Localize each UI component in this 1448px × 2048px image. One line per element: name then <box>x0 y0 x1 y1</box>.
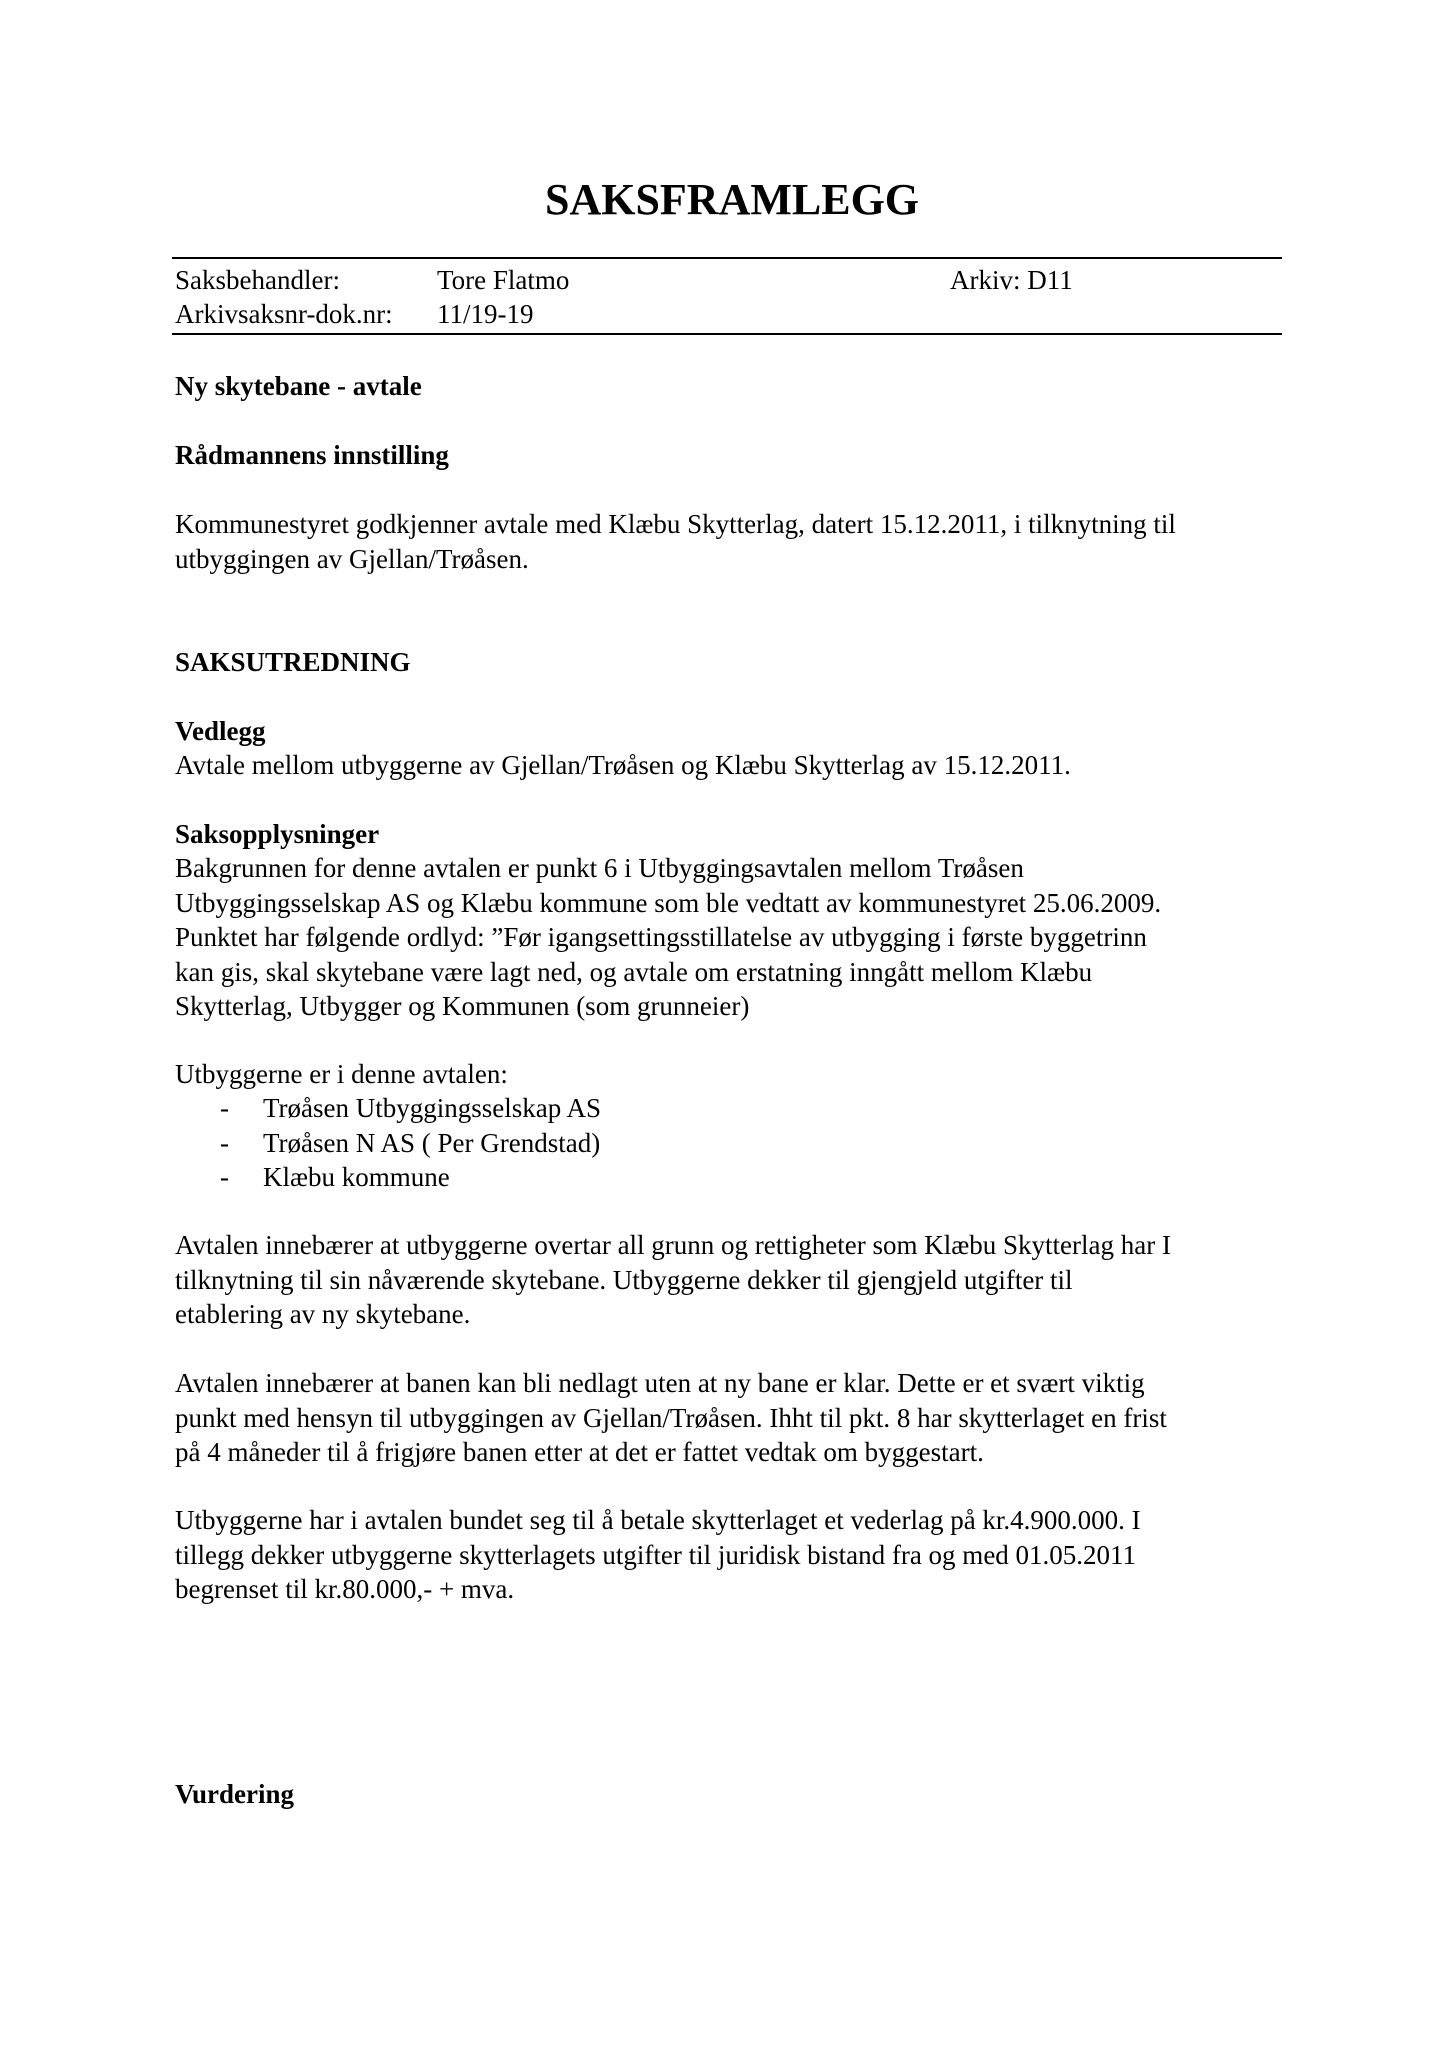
list-item-text: Trøåsen N AS ( Per Grendstad) <box>263 1127 601 1158</box>
saksopplysninger-line: Utbyggingsselskap AS og Klæbu kommune som ble vedtatt av kommunestyret 25.06.2009. <box>175 887 1162 918</box>
saksopplysninger-line: Punktet har følgende ordlyd: ”Før igangsettingsstillatelse av utbygging i første byggetrinn <box>175 922 1147 952</box>
innstilling-line: Kommunestyret godkjenner avtale med Klæbu Skytterlag, datert 15.12.2011, i tilknytning til <box>175 509 1176 539</box>
utbyggerne-intro: Utbyggerne er i denne avtalen: <box>175 1059 508 1089</box>
innstilling-line: utbyggingen av Gjellan/Trøåsen. <box>175 543 529 574</box>
paragraph-vederlag <box>175 1503 1285 1607</box>
document-title: SAKSFRAMLEGG <box>544 175 920 224</box>
paragraph-nedleggelse <box>175 1366 1285 1470</box>
saksbehandler-value: Tore Flatmo <box>437 265 570 295</box>
saksopplysninger-line: kan gis, skal skytebane være lagt ned, og avtale om erstatning inngått mellom Klæbu <box>175 956 1093 987</box>
arkivsaksnr-value: 11/19-19 <box>437 299 534 329</box>
paragraph-line: tilknytning til sin nåværende skytebane. Utbyggerne dekker til gjengjeld utgifter til <box>175 1264 1073 1295</box>
paragraph-line: begrenset til kr.80.000,- + mva. <box>175 1574 515 1604</box>
innstilling-text <box>175 507 1285 576</box>
paragraph-line: punkt med hensyn til utbyggingen av Gjellan/Trøåsen. Ihht til pkt. 8 har skytterlaget en frist <box>175 1402 1167 1433</box>
paragraph-line: Avtalen innebærer at utbyggerne overtar all grunn og rettigheter som Klæbu Skytterlag har I <box>175 1230 1171 1260</box>
paragraph-line: Utbyggerne har i avtalen bundet seg til å betale skytterlaget et vederlag på kr.4.900.000. I <box>175 1505 1141 1535</box>
vurdering-heading: Vurdering <box>175 1779 295 1809</box>
vedlegg-heading: Vedlegg <box>175 716 266 746</box>
arkiv-code: Arkiv: D11 <box>950 265 1073 295</box>
paragraph-line: på 4 måneder til å frigjøre banen etter at det er fattet vedtak om byggestart. <box>175 1437 984 1467</box>
saksutredning-heading: SAKSUTREDNING <box>175 647 411 677</box>
saksopplysninger-line: Bakgrunnen for denne avtalen er punkt 6 i Utbyggingsavtalen mellom Trøåsen <box>175 853 1024 883</box>
paragraph-line: etablering av ny skytebane. <box>175 1299 471 1329</box>
list-marker: - <box>220 1162 229 1192</box>
list-item-text: Klæbu kommune <box>263 1162 450 1192</box>
saksopplysninger-line: Skytterlag, Utbygger og Kommunen (som grunneier) <box>175 991 750 1021</box>
header-bottom-rule <box>172 333 1282 335</box>
list-marker: - <box>220 1127 229 1158</box>
vedlegg-text: Avtale mellom utbyggerne av Gjellan/Trøåsen og Klæbu Skytterlag av 15.12.2011. <box>175 750 1071 780</box>
list-marker: - <box>220 1093 229 1123</box>
header-top-rule <box>172 257 1282 259</box>
saksbehandler-label: Saksbehandler: <box>175 265 340 295</box>
paragraph-overtakelse <box>175 1228 1285 1332</box>
arkivsaksnr-label: Arkivsaksnr-dok.nr: <box>175 299 393 329</box>
paragraph-line: Avtalen innebærer at banen kan bli nedlagt uten at ny bane er klar. Dette er et svært viktig <box>175 1368 1145 1398</box>
saksopplysninger-heading: Saksopplysninger <box>175 819 380 849</box>
subject-heading: Ny skytebane - avtale <box>175 371 422 401</box>
innstilling-heading: Rådmannens innstilling <box>175 440 449 470</box>
saksopplysninger-text <box>175 851 1285 1024</box>
paragraph-line: tillegg dekker utbyggerne skytterlagets utgifter til juridisk bistand fra og med 01.05.2011 <box>175 1539 1137 1570</box>
list-item-text: Trøåsen Utbyggingsselskap AS <box>263 1093 602 1123</box>
